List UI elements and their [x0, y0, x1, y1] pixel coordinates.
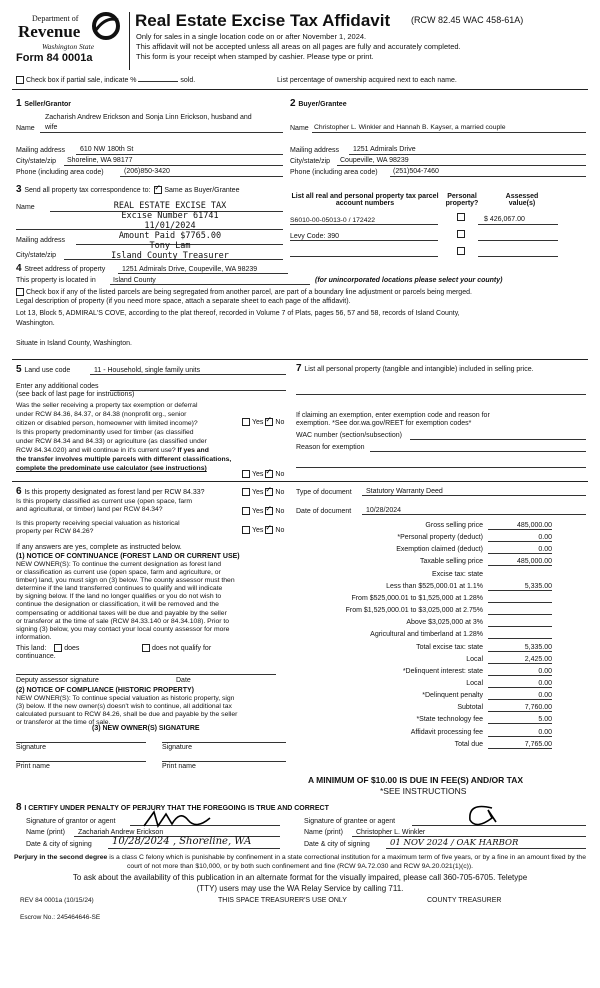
assessed-header: Assessed value(s) — [505, 193, 539, 207]
alt-format-line2: (TTY) users may use the WA Relay Service by calling 711. — [196, 884, 404, 893]
owner-print-name-label: Print name — [16, 763, 50, 770]
tax-row-line — [488, 699, 552, 700]
tax-row-value[interactable]: 485,000.00 — [516, 522, 552, 529]
tax-row-value[interactable]: 0.00 — [538, 534, 552, 542]
tax-row-value[interactable]: 5,335.00 — [524, 582, 552, 590]
form-rcw: (RCW 82.45 WAC 458-61A) — [411, 15, 524, 25]
revision-label: REV 84 0001a (10/15/24) — [20, 897, 94, 904]
grantee-name-label: Name (print) — [304, 829, 343, 836]
tax-row-label: Exemption claimed (deduct) — [396, 546, 483, 554]
tax-row-line — [488, 663, 552, 664]
corr-mail-label: Mailing address — [16, 237, 66, 244]
no-checkbox[interactable] — [265, 488, 273, 496]
stamp-line: Excise Number 61741 — [121, 211, 219, 221]
tax-row-value[interactable]: 7,760.00 — [524, 704, 552, 712]
does-not-checkbox[interactable] — [142, 644, 150, 652]
section-6-heading: 6 Is this property designated as forest land per RCW 84.33? — [16, 486, 205, 497]
doc-date-label: Date of document — [296, 508, 352, 515]
tax-row-line — [488, 651, 552, 652]
situate-line[interactable]: Situate in Island County, Washington. — [16, 340, 132, 347]
see-instructions-note: *SEE INSTRUCTIONS — [380, 786, 467, 796]
yes-checkbox[interactable] — [242, 418, 250, 426]
grantee-date-label: Date & city of signing — [304, 841, 370, 848]
seller-phone-label: Phone (including area code) — [16, 169, 104, 176]
no-checkbox[interactable] — [265, 526, 273, 534]
buyer-mail-label: Mailing address — [290, 147, 340, 154]
continuance-label: continuance. — [16, 653, 56, 660]
no-checkbox[interactable] — [265, 507, 273, 515]
header-note2: This affidavit will not be accepted unless all areas on all pages are fully and accurately completed. — [136, 42, 461, 51]
buyer-mail[interactable]: 1251 Admirals Drive — [353, 146, 416, 153]
no-checkbox[interactable] — [265, 418, 273, 426]
legal-desc-line2[interactable]: Washington. — [16, 320, 55, 327]
segregation-checkbox[interactable] — [16, 288, 24, 296]
owner-signature-label: Signature — [16, 744, 46, 751]
form-number: Form 84 0001a — [16, 52, 93, 64]
section-1-heading: 1 Seller/Grantor — [16, 98, 72, 109]
partial-sale: Check box if partial sale, indicate % sold. — [14, 76, 195, 84]
revenue-emblem-icon — [90, 12, 122, 40]
tax-row-label: Total excise tax: state — [416, 643, 483, 651]
land-use-code[interactable]: 11 - Household, single family units — [94, 367, 201, 374]
new-owner-signature-title: (3) NEW OWNER(S) SIGNATURE — [92, 725, 200, 732]
personal-property-checkbox[interactable] — [457, 247, 465, 255]
yes-checkbox[interactable] — [242, 526, 250, 534]
tax-row-line — [488, 687, 552, 688]
exemption-question: Was the seller receiving a property tax exemption or deferral under RCW 84.36, 84.37, or 84.38 (nonprofit org., senior citizen or disabled person, homeowner with limited income)? — [16, 402, 198, 427]
perjury-notice: Perjury in the second degree is a class C felony which is punishable by confinement in a state correctional institution for a maximum term of five years, or by a fine in an amount fixed by the court of not more than $10,000, or by both such confinement and fine (RCW 9A.72.030 and RCW 9A.20.021(1)(c)). — [14, 854, 586, 870]
historic-yes-no: Yes✓ No — [240, 526, 284, 534]
tax-row-label: Excise tax: state — [432, 570, 483, 578]
assessed-value[interactable]: $ 426,067.00 — [484, 216, 525, 223]
owner-signature-label: Signature — [162, 744, 192, 751]
header-divider — [129, 12, 130, 70]
notice-continuance-text: NEW OWNER(S): To continue the current designation as forest land or classification as current use (open space, farm and agriculture, or timber) land, you must sign on (3) below. The county assessor must then determine if the land transferred continues to qualify and will indicate by signing below. If the land no longer qualifies or you do not wish to continue the designation or classification, it will be removed and the compensating or additional taxes will be due and payable by the seller or transferor at the time of sale (RCW 84.33.140 or 84.34.108). Prior to signing (3) below, you may contact your local county assessor for more information. — [16, 561, 235, 641]
deputy-signature-label: Deputy assessor signature — [16, 677, 99, 684]
stamp-line: Amount Paid $7765.00 — [118, 231, 222, 241]
tax-row-line — [488, 723, 552, 724]
section-4-heading: 4 Street address of property — [16, 263, 106, 274]
parcel-header: List all real and personal property tax parcel account numbers — [291, 193, 439, 207]
escrow-number: Escrow No.: 245464646-SE — [20, 914, 101, 921]
notice-compliance-text: NEW OWNER(S): To continue special valuation as historic property, sign (3) below. If the new owner(s) doesn't wish to continue, all additional tax calculated pursuant to RCW 84.26, shall be due and payable by the seller or transferor at the time of sale. — [16, 695, 238, 727]
seller-name-line1: Zacharish Andrew Erickson and Sonja Linn Erickson, husband and — [45, 114, 252, 121]
seller-name-line2[interactable]: wife — [45, 124, 58, 131]
seller-mail-label: Mailing address — [16, 147, 66, 154]
seller-name-label: Name — [16, 125, 35, 132]
tax-row-value[interactable]: 0.00 — [538, 728, 552, 736]
county-treasurer-label: COUNTY TREASURER — [427, 897, 502, 904]
owner-print-name-label: Print name — [162, 763, 196, 770]
additional-codes-hint: (see back of last page for instructions) — [16, 391, 135, 398]
tax-row-label: Above $3,025,000 at 3% — [406, 619, 483, 627]
dor-logo — [14, 12, 124, 64]
tax-row-label: Subtotal — [457, 704, 483, 712]
buyer-phone-label: Phone (including area code) — [290, 169, 378, 176]
tax-row-label: *Personal property (deduct) — [397, 534, 483, 542]
tax-row-line — [488, 736, 552, 737]
reason-label: Reason for exemption — [296, 444, 365, 451]
section-5-heading: 5 Land use code — [16, 364, 71, 375]
doc-type[interactable]: Statutory Warranty Deed — [366, 488, 443, 495]
forest-yes-no: Yes✓ No — [240, 488, 284, 496]
corr-city-label: City/state/zip — [16, 252, 57, 259]
tax-row-line — [488, 638, 552, 639]
no-checkbox[interactable] — [265, 470, 273, 478]
section-7-heading: 7 List all personal property (tangible and intangible) included in selling price. — [296, 363, 534, 374]
dept-label: Department of — [32, 14, 79, 23]
doc-date[interactable]: 10/28/2024 — [366, 507, 402, 514]
yes-checkbox[interactable] — [242, 488, 250, 496]
does-checkbox[interactable] — [54, 644, 62, 652]
this-land-row: This land: does — [16, 644, 80, 652]
tax-row-label: Taxable selling price — [419, 558, 483, 566]
grantor-name-label: Name (print) — [26, 829, 65, 836]
section-8-heading: 8 I CERTIFY UNDER PENALTY OF PERJURY THAT THE FOREGOING IS TRUE AND CORRECT — [16, 802, 329, 813]
grantee-signature — [462, 802, 502, 832]
tax-row-label: *Delinquent interest: state — [402, 667, 483, 675]
tax-row-value[interactable]: 0.00 — [538, 546, 552, 554]
section-3-heading: 3 Send all property tax correspondence to: ✓ Same as Buyer/Grantee — [16, 184, 239, 195]
yes-checkbox[interactable] — [242, 470, 250, 478]
levy-code[interactable]: Levy Code: 390 — [290, 233, 340, 240]
tax-row-label: *Delinquent penalty — [422, 692, 483, 700]
segregation-check: Check box if any of the listed parcels are being segregated from another parcel, are part of a boundary line adjustment or parcels being merged. — [14, 288, 472, 296]
tax-row-line — [488, 626, 552, 627]
legal-desc-line1[interactable]: Lot 13, Block 5, ADMIRAL'S COVE, according to the plat thereof, recorded in Volume 7 of Plats, pages 56, 57 and 58, records of Island County, — [16, 310, 460, 317]
tax-row-line — [488, 748, 552, 749]
exemption-claim-label2: exemption. *See dor.wa.gov/REET for exemption codes* — [296, 420, 472, 427]
section-2-heading: 2 Buyer/Grantee — [290, 98, 347, 109]
grantee-date-city[interactable]: 01 NOV 2024 / OAK HARBOR — [390, 838, 519, 848]
incorporated-note: (for unincorporated locations please select your county) — [315, 277, 503, 284]
corr-name-label: Name — [16, 204, 35, 211]
same-as-buyer-checkbox[interactable] — [154, 186, 162, 194]
tax-row-label: Gross selling price — [425, 522, 483, 529]
tax-row-value[interactable]: 5,335.00 — [524, 643, 552, 651]
tax-row-value[interactable]: 485,000.00 — [516, 558, 552, 566]
grantee-name[interactable]: Christopher L. Winkler — [356, 829, 426, 836]
tax-row-label: Total due — [454, 740, 483, 748]
grantor-signature — [140, 808, 230, 830]
tax-row-value[interactable]: 2,425.00 — [524, 655, 552, 663]
seller-mail[interactable]: 610 NW 180th St — [80, 146, 134, 153]
tax-row-value[interactable]: 0.00 — [538, 679, 552, 687]
notice-compliance-title: (2) NOTICE OF COMPLIANCE (HISTORIC PROPERTY) — [16, 687, 194, 694]
grantee-signature-label: Signature of grantee or agent — [304, 818, 396, 825]
yes-checkbox[interactable] — [242, 507, 250, 515]
notice-continuance-title: (1) NOTICE OF CONTINUANCE (FOREST LAND OR CURRENT USE) — [16, 553, 240, 560]
grantor-signature-label: Signature of grantor or agent — [26, 818, 116, 825]
tax-row-line — [488, 614, 552, 615]
tax-row-value[interactable]: 0.00 — [538, 692, 552, 700]
property-address[interactable]: 1251 Admirals Drive, Coupeville, WA 98239 — [122, 266, 258, 273]
treasurer-use-label: THIS SPACE TREASURER'S USE ONLY — [218, 897, 347, 904]
alt-format-line1: To ask about the availability of this publication in an alternate format for the visually impaired, please call 360-705-6705. Teletype — [72, 873, 528, 882]
buyer-phone[interactable]: (251)504-7460 — [393, 168, 439, 175]
personal-property-checkbox[interactable] — [457, 230, 465, 238]
if-yes-instruction: If any answers are yes, complete as instructed below. — [16, 544, 182, 551]
stamp-line: REAL ESTATE EXCISE TAX — [113, 201, 227, 211]
header-note1: Only for sales in a single location code on or after November 1, 2024. — [136, 32, 367, 41]
tax-row-label: Local — [466, 679, 483, 687]
tax-row-label: Affidavit processing fee — [410, 728, 483, 736]
tax-row-label: Agricultural and timberland at 1.28% — [370, 631, 483, 639]
tax-row-line — [488, 711, 552, 712]
tax-row-line — [488, 529, 552, 530]
legal-desc-label: Legal description of property (if you need more space, attach a separate sheet to each page of the affidavit). — [16, 298, 351, 305]
grantor-date-label: Date & city of signing — [26, 841, 92, 848]
stamp-line: Island County Treasurer — [111, 251, 229, 261]
tax-row-line — [488, 590, 552, 591]
tax-row-line — [488, 553, 552, 554]
county-select[interactable]: Island County — [113, 277, 156, 284]
stamp-line: Tony Lam — [149, 241, 191, 251]
does-not-row: does not qualify for — [140, 644, 211, 652]
current-use-question: Is this property classified as current use (open space, farm and agricultural, or timber) land per RCW 84.34? — [16, 498, 193, 513]
tax-row-label: Local — [466, 655, 483, 663]
wac-label: WAC number (section/subsection) — [296, 432, 402, 439]
buyer-city[interactable]: Coupeville, WA 98239 — [340, 157, 409, 164]
tax-row-label: From $1,525,000.01 to $3,025,000 at 2.75% — [345, 607, 483, 615]
stamp-line: 11/01/2024 — [144, 221, 196, 231]
parcel-number[interactable]: S6010-00-05013-0 / 172422 — [290, 217, 376, 224]
personal-property-checkbox[interactable] — [457, 213, 465, 221]
tax-row-line — [488, 602, 552, 603]
buyer-name-label: Name — [290, 125, 309, 132]
timber-question: Is this property predominantly used for timber (as classified under RCW 84.34 and 84.33) or agriculture (as classified under RCW 84.34.020) and will continue in it's current use? If yes and the transfer involves multiple parcels with different classifications, complete the predominate use calculator (see instructions) — [16, 429, 232, 472]
seller-phone[interactable]: (206)850-3420 — [124, 168, 170, 175]
historic-question: Is this property receiving special valuation as historical property per RCW 84.26? — [16, 520, 180, 535]
state-label: Washington State — [42, 42, 95, 51]
tax-row-label: Less than $525,000.01 at 1.1% — [386, 582, 483, 590]
grantor-date-city[interactable]: 10/28/2024 , Shoreline, WA — [112, 836, 252, 847]
tax-row-label: *State technology fee — [416, 716, 483, 724]
additional-codes-label: Enter any additional codes — [16, 383, 99, 390]
doc-type-label: Type of document — [296, 489, 352, 496]
minimum-due-note: A MINIMUM OF $10.00 IS DUE IN FEE(S) AND/OR TAX — [308, 775, 524, 785]
tax-row-label: From $525,000.01 to $1,525,000 at 1.28% — [351, 594, 483, 602]
tax-row-line — [488, 541, 552, 542]
exemption-claim-label1: If claiming an exemption, enter exemption code and reason for — [296, 412, 490, 419]
tax-row-value[interactable]: 0.00 — [538, 667, 552, 675]
seller-city-label: City/state/zip — [16, 158, 57, 165]
form-title: Real Estate Excise Tax Affidavit — [135, 11, 391, 30]
grantor-name[interactable]: Zachariah Andrew Erickson — [78, 829, 164, 836]
exemption-yes-no: Yes✓ No — [240, 418, 284, 426]
partial-sale-checkbox[interactable] — [16, 76, 24, 84]
personal-header: Personal property? — [445, 193, 479, 207]
agency-label: Revenue — [18, 22, 81, 41]
located-label: This property is located in — [16, 277, 96, 284]
tax-row-line — [488, 565, 552, 566]
deputy-date-label: Date — [176, 677, 191, 684]
seller-city[interactable]: Shoreline, WA 98177 — [67, 157, 133, 164]
buyer-city-label: City/state/zip — [290, 158, 331, 165]
buyer-name[interactable]: Christopher L. Winkler and Hannah B. Kayser, a married couple — [314, 124, 506, 131]
treasurer-stamp — [95, 201, 245, 261]
tax-row-line — [488, 675, 552, 676]
header-note3: This form is your receipt when stamped by cashier. Please type or print. — [136, 52, 374, 61]
tax-row-value[interactable]: 7,765.00 — [524, 740, 552, 748]
tax-row-value[interactable]: 5.00 — [538, 716, 552, 724]
current-use-yes-no: Yes✓ No — [240, 507, 284, 515]
timber-yes-no: Yes✓ No — [240, 470, 284, 478]
list-percentage-note: List percentage of ownership acquired next to each name. — [277, 77, 457, 84]
